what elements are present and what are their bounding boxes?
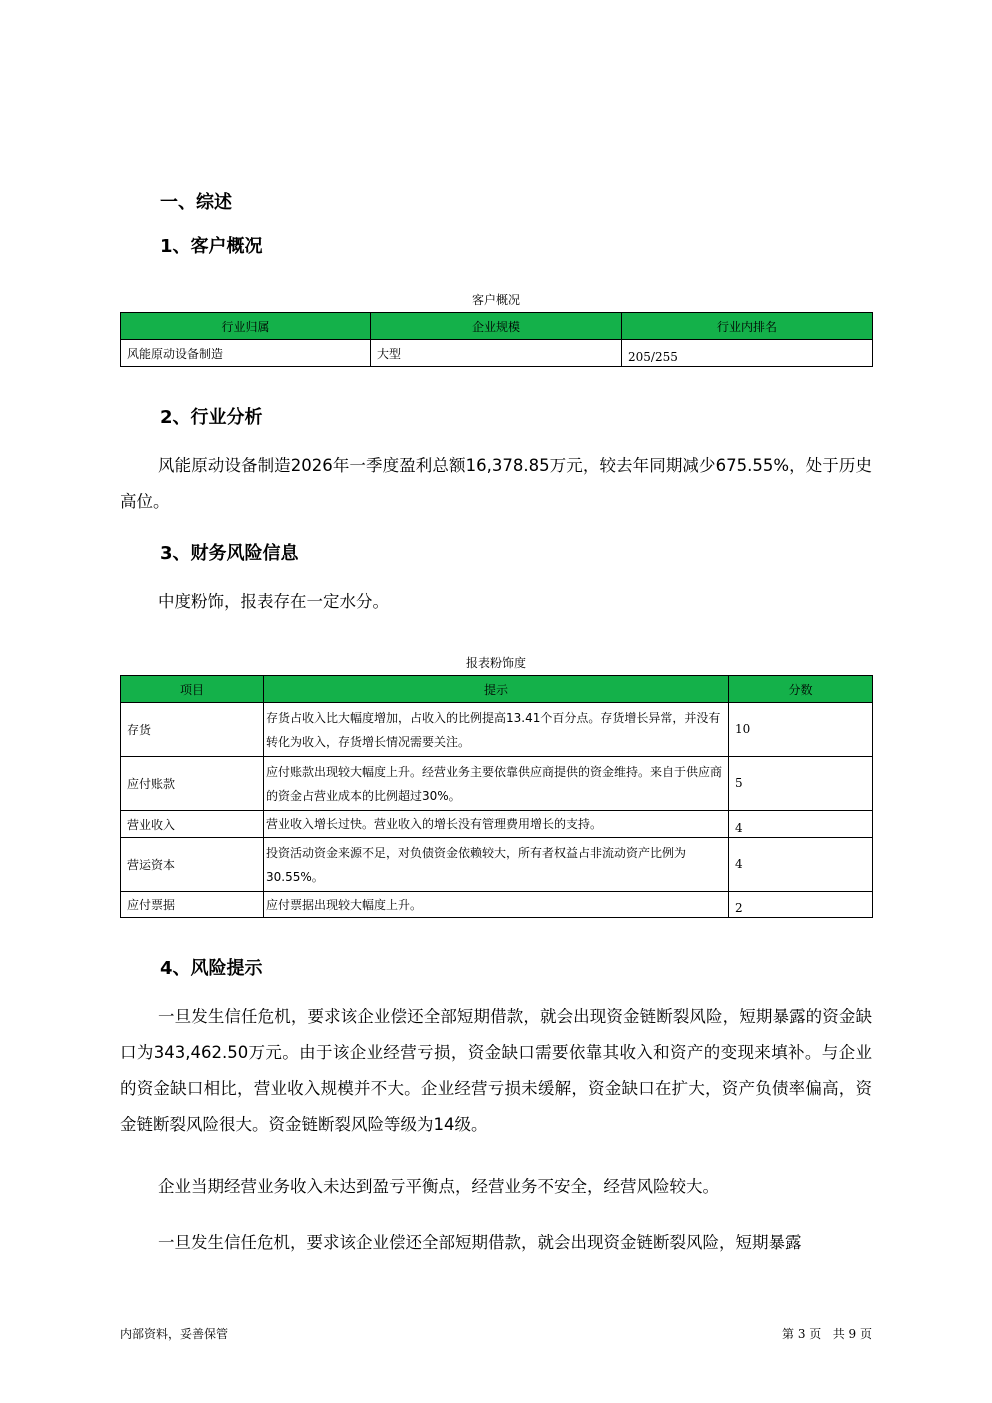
financial-risk-heading: 3、财务风险信息	[160, 543, 299, 564]
header-rank: 行业内排名	[622, 313, 873, 340]
table-header-row	[121, 676, 873, 703]
header-scale: 企业规模	[371, 313, 622, 340]
industry-value: 风能原动设备制造	[121, 340, 371, 367]
row-score: 4	[729, 838, 873, 892]
row-item: 存货	[121, 703, 264, 757]
header-item: 项目	[121, 676, 264, 703]
industry-analysis-heading: 2、行业分析	[160, 407, 263, 428]
footer-confidential: 内部资料，妥善保管	[120, 1327, 229, 1341]
whitewash-table	[120, 675, 873, 918]
header-tip: 提示	[264, 676, 729, 703]
row-tip: 应付票据出现较大幅度上升。	[264, 892, 729, 918]
row-tip: 营业收入增长过快。营业收入的增长没有管理费用增长的支持。	[264, 811, 729, 838]
row-tip: 投资活动资金来源不足，对负债资金依赖较大，所有者权益占非流动资产比例为30.55%。	[264, 838, 729, 892]
footer-page-number: 第 3 页 共 9 页	[782, 1327, 872, 1341]
customer-overview-table	[120, 312, 873, 367]
customer-overview-heading: 1、客户概况	[160, 236, 263, 257]
scale-value: 大型	[371, 340, 622, 367]
row-score: 10	[729, 703, 873, 757]
row-score: 4	[729, 811, 873, 838]
row-item: 应付票据	[121, 892, 264, 918]
risk-paragraph-2: 企业当期经营业务收入未达到盈亏平衡点，经营业务不安全，经营风险较大。	[158, 1177, 719, 1196]
whitewash-table-caption: 报表粉饰度	[465, 656, 526, 670]
table-header-row	[121, 313, 873, 340]
row-tip: 存货占收入比大幅度增加，占收入的比例提高13.41个百分点。存货增长异常，并没有转化为收入，存货增长情况需要关注。	[264, 703, 729, 757]
risk-warning-heading: 4、风险提示	[160, 958, 263, 979]
row-item: 营业收入	[121, 811, 264, 838]
row-item: 应付账款	[121, 757, 264, 811]
table-row	[121, 757, 873, 811]
risk-paragraph-1: 一旦发生信任危机，要求该企业偿还全部短期借款，就会出现资金链断裂风险，短期暴露的资金缺口为343,462.50万元。由于该企业经营亏损，资金缺口需要依靠其收入和资产的变现来填补。与企业的资金缺口相比，营业收入规模并不大。企业经营亏损未缓解，资金缺口在扩大，资产负债率偏高，资金链断裂风险很大。资金链断裂风险等级为14级。	[120, 1007, 872, 1134]
table-row	[121, 811, 873, 838]
row-score: 5	[729, 757, 873, 811]
header-industry: 行业归属	[121, 313, 371, 340]
table-row	[121, 703, 873, 757]
industry-analysis-text: 风能原动设备制造2026年一季度盈利总额16,378.85万元，较去年同期减少675.55%，处于历史高位。	[120, 456, 872, 511]
customer-table-caption: 客户概况	[471, 293, 520, 307]
table-row	[121, 892, 873, 918]
risk-paragraph-3: 一旦发生信任危机，要求该企业偿还全部短期借款，就会出现资金链断裂风险，短期暴露	[158, 1233, 802, 1252]
table-row	[121, 340, 873, 367]
row-tip: 应付账款出现较大幅度上升。经营业务主要依靠供应商提供的资金维持。来自于供应商的资金占营业成本的比例超过30%。	[264, 757, 729, 811]
financial-risk-text: 中度粉饰，报表存在一定水分。	[158, 592, 389, 611]
section-title: 一、综述	[160, 192, 232, 213]
rank-value: 205/255	[622, 340, 873, 367]
table-row	[121, 838, 873, 892]
row-score: 2	[729, 892, 873, 918]
header-score: 分数	[729, 676, 873, 703]
row-item: 营运资本	[121, 838, 264, 892]
